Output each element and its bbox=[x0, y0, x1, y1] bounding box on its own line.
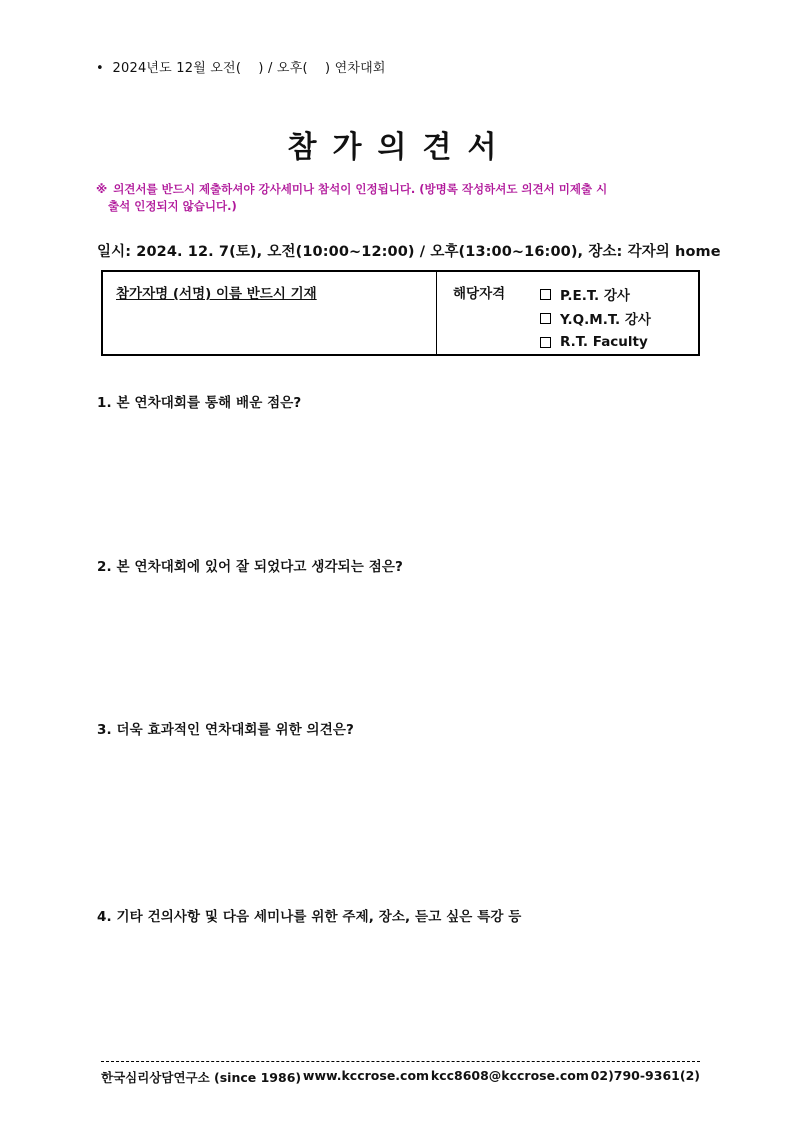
participant-name-label: 참가자명 (서명) 이름 반드시 기재 bbox=[116, 286, 317, 302]
footer-website[interactable]: www.kccrose.com bbox=[302, 1068, 430, 1083]
option-label: Y.Q.M.T. 강사 bbox=[560, 312, 651, 328]
footer-phone: 02)790-9361(2) bbox=[590, 1068, 700, 1083]
question-3: 3. 더욱 효과적인 연차대회를 위한 의견은? bbox=[97, 722, 354, 738]
event-session-line: • 2024년도 12월 오전( ) / 오후( ) 연차대회 bbox=[96, 61, 386, 76]
footer-divider bbox=[101, 1061, 700, 1062]
footer bbox=[101, 1068, 700, 1086]
notice-line-2: 출석 인정되지 않습니다.) bbox=[108, 199, 237, 213]
checkbox-icon[interactable] bbox=[540, 337, 551, 348]
option-label: R.T. Faculty bbox=[560, 334, 648, 350]
participant-name-cell[interactable] bbox=[103, 272, 437, 354]
checkbox-icon[interactable] bbox=[540, 289, 551, 300]
question-4: 4. 기타 건의사항 및 다음 세미나를 위한 주제, 장소, 듣고 싶은 특강 등 bbox=[97, 909, 522, 925]
notice-line-1: 의견서를 반드시 제출하셔야 강사세미나 참석이 인정됩니다. (방명록 작성하셔도 의견서 미제출 시 bbox=[113, 182, 608, 196]
option-label: P.E.T. 강사 bbox=[560, 288, 630, 304]
schedule-info: 일시: 2024. 12. 7(토), 오전(10:00~12:00) / 오후(13:00~16:00), 장소: 각자의 home bbox=[97, 244, 721, 260]
footer-email[interactable]: kcc8608@kccrose.com bbox=[430, 1068, 589, 1083]
footer-org: 한국심리상담연구소 (since 1986) bbox=[101, 1070, 302, 1085]
registration-table bbox=[101, 270, 700, 356]
question-1: 1. 본 연차대회를 통해 배운 점은? bbox=[97, 395, 302, 411]
checkbox-icon[interactable] bbox=[540, 313, 551, 324]
qualification-option-rt[interactable] bbox=[540, 330, 651, 354]
qualification-label: 해당자격 bbox=[453, 286, 506, 302]
page-title: 참가의견서 bbox=[287, 130, 513, 165]
submission-notice bbox=[96, 181, 716, 215]
qualification-option-yqmt[interactable] bbox=[540, 306, 651, 330]
question-2: 2. 본 연차대회에 있어 잘 되었다고 생각되는 점은? bbox=[97, 559, 403, 575]
notice-mark: ※ bbox=[96, 182, 108, 196]
qualification-option-pet[interactable] bbox=[540, 282, 651, 306]
qualification-options bbox=[540, 282, 651, 354]
